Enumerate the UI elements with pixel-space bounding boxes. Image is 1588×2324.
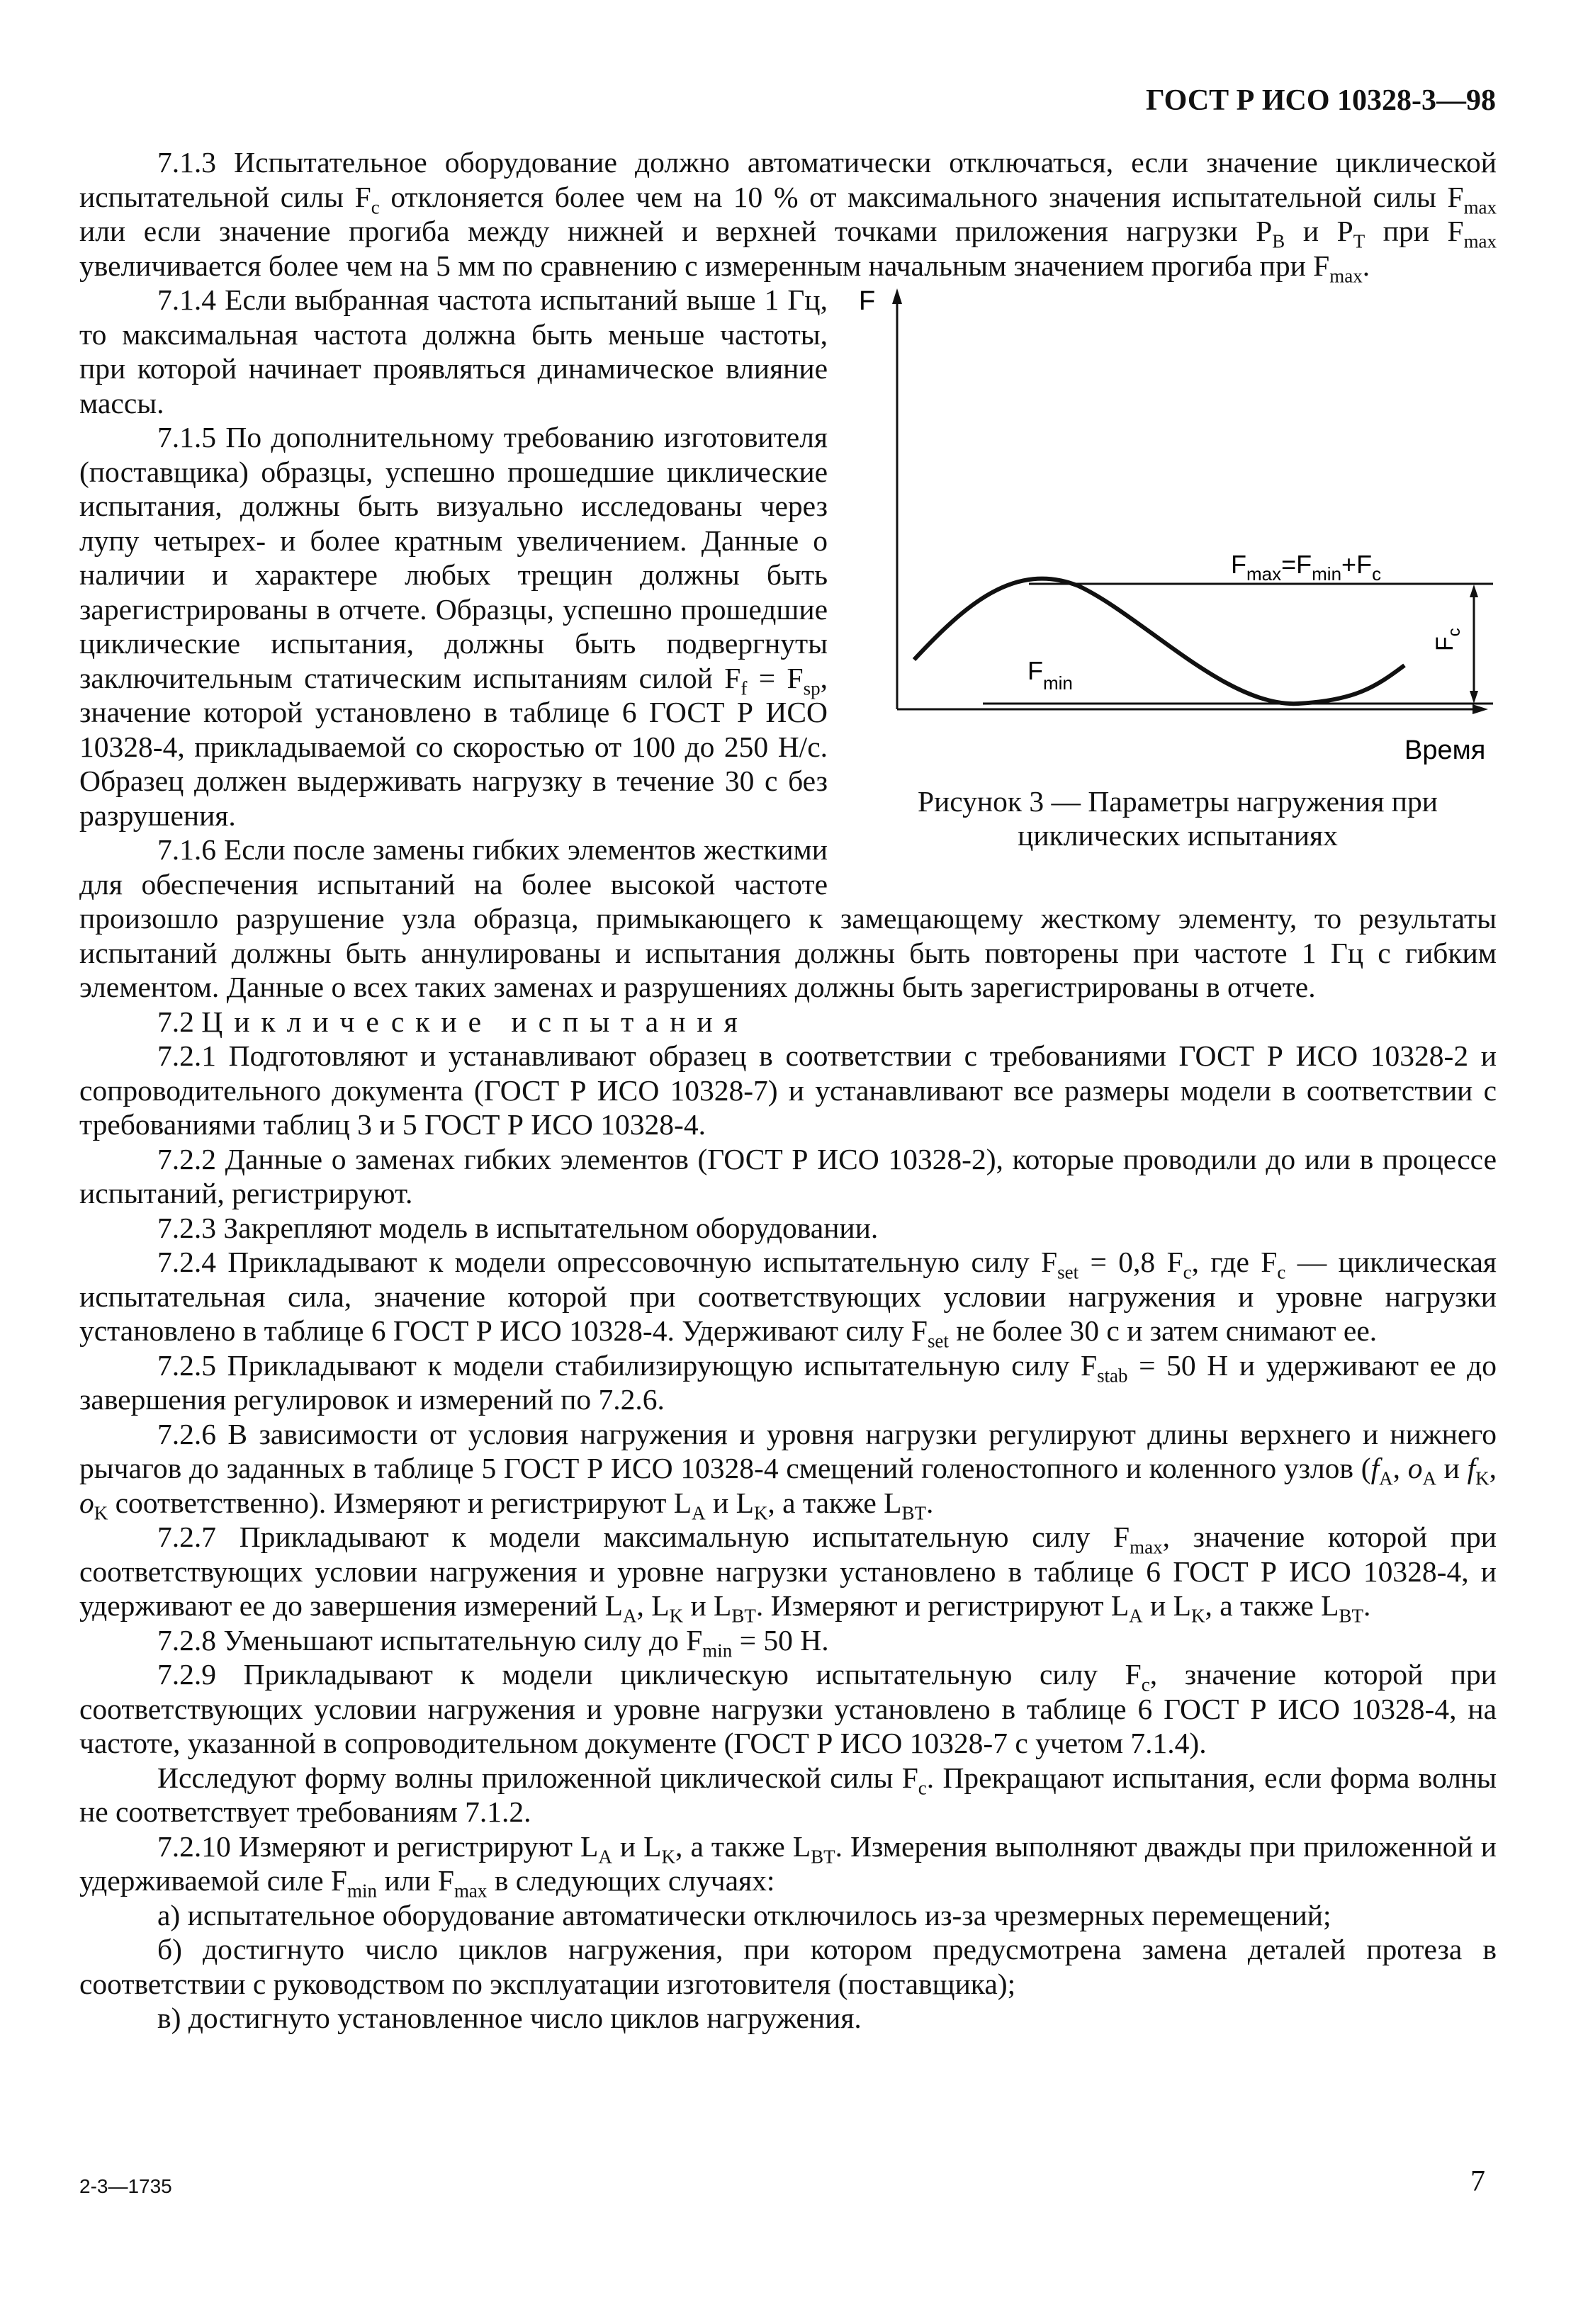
italic-symbol: f (1370, 1452, 1380, 1484)
x-axis-arrow-icon (1472, 704, 1488, 714)
figure-caption (859, 784, 1497, 852)
load-wave-curve (914, 579, 1404, 704)
italic-symbol: f (1467, 1452, 1476, 1484)
y-axis-label: F (859, 286, 876, 316)
subscript: K (94, 1501, 108, 1523)
paragraph-7-1-6: 7.1.6 Если после замены гибких элементов жесткими для обеспечения испытаний на более высокой частоте произошло разрушение узла образца, примыкающего к замещающему жесткому элементу, то результаты испытаний должны быть аннулированы и испытания должны быть повторены при частоте 1 Гц с гибким элементом. Данные о всех таких заменах и разрушениях должны быть зарегистрированы в отчете. (79, 833, 1497, 1003)
paragraph-7-2-4: 7.2.4 Прикладывают к модели опрессовочную испытательную силу $F_{set} = 0,8$ $F_c$, где $F_c$ — циклическая испытательная сила, значение которой при соответствующих условии нагружения и уровне нагрузки установлено в таблице 6 ГОСТ Р ИСО 10328-4. Удерживают силу $F_{set}$ не более 30 с и затем снимают ее. (79, 1246, 1497, 1352)
page-number: 7 (1470, 2165, 1485, 2198)
list-item-a: а) испытательное оборудование автоматически отключилось из-за чрезмерных перемещений; (157, 1898, 1331, 1931)
figure-3 (859, 283, 1497, 864)
subscript: min (702, 1639, 733, 1661)
subscript: A (1422, 1467, 1436, 1489)
subscript: max (1130, 1536, 1163, 1558)
footer-code: 2-3—1735 (79, 2175, 172, 2197)
paragraph-7-2-5: 7.2.5 Прикладывают к модели стабилизирующую испытательную силу $F_{stab} = 50$ Н и удерживают ее до завершения регулировок и измерений по 7.2.6. (79, 1348, 1497, 1416)
x-axis-label: Время (1404, 735, 1486, 765)
italic-symbol: o (1407, 1452, 1423, 1484)
subscript: max (1329, 264, 1363, 286)
document-header: ГОСТ Р ИСО 10328-3—98 (1145, 84, 1496, 117)
paragraph-7-2-8: 7.2.8 Уменьшают испытательную силу до $F_{min} = 50$ Н. (157, 1623, 829, 1661)
subscript: max (454, 1880, 488, 1902)
subscript: set (1057, 1261, 1079, 1283)
subscript: sp (803, 677, 821, 699)
paragraph-7-2-3: 7.2.3 Закрепляют модель в испытательном оборудовании. (157, 1211, 879, 1244)
fmin-label: $F_{min}$ (1027, 656, 1073, 694)
subscript: K (1475, 1467, 1490, 1489)
subscript: stab (1097, 1364, 1128, 1386)
subscript: c (371, 196, 380, 218)
spaced-heading-text: Циклические испытания (201, 1005, 749, 1038)
list-item-v: в) достигнуто установленное число циклов нагружения. (157, 2002, 862, 2034)
paragraph-7-2-9: 7.2.9 Прикладывают к модели циклическую испытательную силу $F_c$, значение которой при соответствующих условии нагружения и уровне нагрузки установлено в таблице 6 ГОСТ Р ИСО 10328-4, на частоте, указанной в сопроводительном документе (ГОСТ Р ИСО 10328-7 с учетом 7.1.4). (79, 1658, 1497, 1759)
subscript: f (740, 677, 748, 699)
paragraph-waveform: Исследуют форму волны приложенной циклической силы $F_c$. Прекращают испытания, если форма волны не соответствует требованиям 7.1.2. (79, 1761, 1497, 1828)
subscript: max (1463, 230, 1497, 252)
fc-arrow-top-icon (1470, 585, 1478, 597)
subscript: K (753, 1501, 768, 1523)
paragraph-7-2-2: 7.2.2 Данные о заменах гибких элементов (ГОСТ Р ИСО 10328-2), которые проводили до или в процессе испытаний, регистрируют. (79, 1142, 1497, 1209)
subscript: A (692, 1501, 706, 1523)
loading-diagram (859, 283, 1497, 779)
subscript: c (1141, 1674, 1150, 1696)
subscript: K (669, 1605, 684, 1627)
subscript: K (661, 1845, 676, 1867)
fc-arrow-bottom-icon (1470, 691, 1478, 704)
italic-symbol: o (79, 1486, 94, 1519)
subscript: min (347, 1880, 377, 1902)
subscript: A (598, 1845, 612, 1867)
subscript: c (1183, 1261, 1192, 1283)
subscript: set (927, 1330, 949, 1352)
subscript: K (1190, 1605, 1205, 1627)
figure-caption-line-2: циклических испытаниях (1018, 819, 1338, 852)
subscript: BT (1339, 1605, 1363, 1627)
paragraph-7-2-7: 7.2.7 Прикладывают к модели максимальную испытательную силу $F_{max}$, значение которой при соответствующих условии нагружения и уровне нагрузки установлено в таблице 6 ГОСТ Р ИСО 10328-4, и удерживают ее до завершения измерений $L_A$, $L_K$ и $L_{BT}$. Измеряют и регистрируют $L_A$ и $L_K$, а также $L_{BT}$. (79, 1521, 1497, 1627)
subscript: T (1353, 230, 1365, 252)
paragraph-7-1-4: 7.1.4 Если выбранная частота испытаний выше 1 Гц, то максимальная частота должна быть меньше частоты, при которой начинает проявляться динамическое влияние массы. (79, 283, 828, 419)
subscript: BT (901, 1501, 926, 1523)
subscript: A (1379, 1467, 1393, 1489)
subscript: A (1129, 1605, 1143, 1627)
paragraph-7-2-10: 7.2.10 Измеряют и регистрируют $L_A$ и $L_K$, а также $L_{BT}$. Измерения выполняют дважды при приложенной и удерживаемой силе $F_{min}$ или $F_{max}$ в следующих случаях: (79, 1829, 1497, 1902)
paragraph-7-1-3: 7.1.3 Испытательное оборудование должно автоматически отключаться, если значение циклической испытательной силы $F_c$ отклоняется более чем на 10 % от максимального значения испытательной силы $F_{max}$ или если значение прогиба между нижней и верхней точками приложения нагрузки $P_B$ и $P_T$ при $F_{max}$ увеличивается более чем на 5 мм по сравнению с измеренным начальным значением прогиба при $F_{max}$. (79, 146, 1497, 286)
subscript: max (1463, 196, 1497, 218)
subscript: B (1272, 230, 1285, 252)
fmax-label: $F_{max}=F_{min}+F_c$ (1231, 550, 1382, 585)
subscript: A (623, 1605, 637, 1627)
fc-label: $F_c$ (1431, 628, 1464, 651)
paragraph-7-2-1: 7.2.1 Подготовляют и устанавливают образец в соответствии с требованиями ГОСТ Р ИСО 10328-2 и сопроводительного документа (ГОСТ Р ИСО 10328-7) и устанавливают все размеры модели в соответствии с требованиями таблиц 3 и 5 ГОСТ Р ИСО 10328-4. (79, 1039, 1497, 1141)
subscript: BT (731, 1605, 756, 1627)
list-item-b: б) достигнуто число циклов нагружения, при котором предусмотрена замена деталей протеза в соответствии с руководством по эксплуатации изготовителя (поставщика); (79, 1933, 1497, 2000)
subscript: BT (811, 1845, 835, 1867)
figure-caption-line-1: Рисунок 3 — Параметры нагружения при (918, 785, 1438, 818)
subscript: c (918, 1776, 927, 1798)
body-text (79, 145, 1497, 2036)
paragraph-7-2-6: 7.2.6 В зависимости от условия нагружения и уровня нагрузки регулируют длины верхнего и нижнего рычагов до заданных в таблице 5 ГОСТ Р ИСО 10328-4 смещений голеностопного и коленного узлов ($f_A$, $o_A$ и $f_K$, $o_K$ соответственно). Измеряют и регистрируют $L_A$ и $L_K$, а также $L_{BT}$. (79, 1417, 1497, 1523)
y-axis-arrow-icon (892, 288, 902, 304)
subscript: c (1277, 1261, 1286, 1283)
paragraph-7-1-5: 7.1.5 По дополнительному требованию изготовителя (поставщика) образцы, успешно прошедшие циклические испытания, должны быть визуально исследованы через лупу четырех- и более кратным увеличением. Данные о наличии и характере любых трещин должны быть зарегистрированы в отчете. Образцы, успешно прошедшие циклические испытания, должны быть подвергнуты заключительным статическим испытаниям силой $F_f = F_{sp}$, значение которой установлено в таблице 6 ГОСТ Р ИСО 10328-4, прикладываемой со скоростью от 100 до 250 Н/с. Образец должен выдерживать нагрузку в течение 30 с без разрушения. (79, 421, 828, 832)
section-heading-7-2: 7.2 Циклические испытания (157, 1005, 749, 1038)
